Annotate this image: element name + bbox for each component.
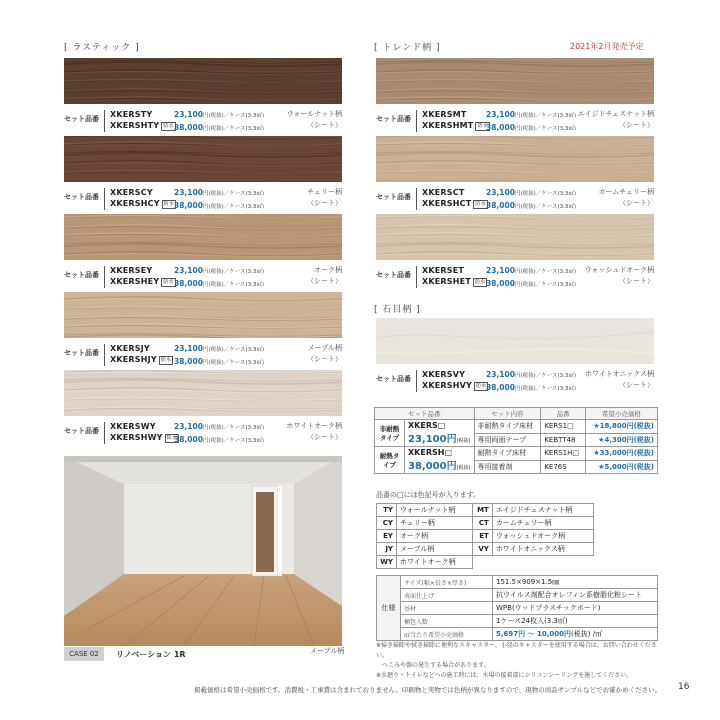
legend-code: CT bbox=[472, 517, 492, 530]
divider bbox=[104, 422, 105, 444]
set-price-unit: (税抜) bbox=[456, 438, 471, 444]
set-item: 専用両面テープ bbox=[474, 433, 541, 447]
product-code: XKERSHET bbox=[422, 277, 471, 286]
price: 23,100 bbox=[486, 188, 515, 197]
trend-info-row bbox=[376, 108, 654, 134]
set-label: セット品番 bbox=[376, 271, 411, 279]
price: 38,000 bbox=[174, 357, 203, 366]
spec-key: 梱包入数 bbox=[401, 615, 493, 628]
product-codes bbox=[110, 421, 179, 443]
product-codes bbox=[422, 265, 487, 287]
legend-name: カームチェリー柄 bbox=[492, 517, 593, 530]
set-label: セット品番 bbox=[64, 427, 99, 435]
rustic-info-row bbox=[64, 264, 342, 290]
price: 38,000 bbox=[174, 201, 203, 210]
product-prices: 23,100円(税抜)／ケース(3.3㎡) 38,000円(税抜)／ケース(3.3㎡) bbox=[486, 188, 577, 210]
set-table-header-code: セット品番 bbox=[375, 408, 475, 420]
waterproof-badge: 防水 bbox=[163, 279, 174, 285]
pattern-name: ウォールナット柄 （シート） bbox=[286, 110, 342, 129]
legend-code: TY bbox=[377, 504, 397, 517]
spec-table bbox=[376, 575, 658, 641]
waterproof-badge: 防水 bbox=[475, 201, 486, 207]
legend-name: ウォッシュドオーク柄 bbox=[492, 530, 593, 543]
legend-code: EY bbox=[377, 530, 397, 543]
price: 38,000 bbox=[486, 123, 515, 132]
price: 23,100 bbox=[174, 344, 203, 353]
product-codes bbox=[422, 109, 490, 131]
trend-swatch bbox=[376, 58, 654, 104]
set-label: セット品番 bbox=[376, 193, 411, 201]
legend-code: CY bbox=[377, 517, 397, 530]
divider bbox=[104, 266, 105, 288]
note-line: ※水廻り・トイレなどへの施工時には、水場の接着部にシリコンシーリングを施してください。 bbox=[376, 672, 633, 679]
photo-caption: メープル柄 bbox=[310, 647, 345, 655]
legend-name: ウォールナット柄 bbox=[397, 504, 473, 517]
price: 38,000 bbox=[486, 279, 515, 288]
price: 38,000 bbox=[486, 383, 515, 392]
set-table bbox=[374, 407, 658, 474]
set-part-price: ★4,300円(税抜) bbox=[585, 433, 657, 447]
waterproof-badge: 防水 bbox=[163, 201, 175, 207]
set-item: 耐熱タイプ床材 bbox=[474, 447, 541, 461]
rustic-info-row bbox=[64, 108, 342, 134]
set-part: KEBTT48 bbox=[541, 433, 585, 447]
rustic-swatch bbox=[64, 136, 342, 182]
divider bbox=[416, 266, 417, 288]
pattern-name: ウォッシュドオーク柄 （シート） bbox=[584, 266, 654, 285]
footer-disclaimer: 掲載価格は希望小売価格です。消費税・工事費は含まれておりません。印刷物と実物では色柄が異なりますので、現物の商品サンプルなどでお確かめください。 bbox=[194, 686, 662, 694]
product-prices: 23,100円(税抜)／ケース(3.3㎡) 38,000円(税抜)／ケース(3.3㎡) bbox=[486, 110, 577, 132]
stone-section-title: [ 石目柄 ] bbox=[374, 305, 421, 315]
waterproof-badge: 防水 bbox=[477, 123, 488, 129]
product-code: XKERSJY bbox=[110, 344, 150, 353]
waterproof-badge: 防水 bbox=[163, 123, 174, 129]
product-prices: 23,100円(税抜)／ケース(3.3㎡) 38,000円(税抜)／ケース(3.3㎡) bbox=[174, 344, 265, 366]
price: 23,100 bbox=[174, 110, 203, 119]
spec-key: 基材 bbox=[401, 602, 493, 615]
set-row-nonheat-1 bbox=[375, 420, 658, 434]
price: 38,000 bbox=[174, 123, 203, 132]
product-code: XKERSHTY bbox=[110, 121, 160, 130]
set-table-header-price: 希望小売価格 bbox=[585, 408, 657, 420]
rustic-swatch bbox=[64, 214, 342, 260]
pattern-name: オーク柄 （シート） bbox=[307, 266, 342, 285]
legend-row bbox=[377, 504, 594, 517]
legend-name: オーク柄 bbox=[397, 530, 473, 543]
divider bbox=[104, 110, 105, 132]
page-number: 16 bbox=[678, 682, 690, 692]
room-photo bbox=[64, 456, 342, 646]
set-part-price: ★33,000円(税抜) bbox=[585, 447, 657, 461]
pattern-name: エイジドチェスナット柄 （シート） bbox=[577, 110, 654, 129]
product-code: XKERSHCY bbox=[110, 199, 160, 208]
product-prices: 23,100円(税抜)／ケース(3.3㎡) 38,000円(税抜)／ケース(3.3㎡) bbox=[174, 110, 265, 132]
product-prices: 23,100円(税抜)／ケース(3.3㎡) 38,000円(税抜)／ケース(3.3㎡) bbox=[486, 370, 577, 392]
set-label: セット品番 bbox=[64, 349, 99, 357]
price: 38,000 bbox=[486, 201, 515, 210]
spec-row bbox=[377, 602, 658, 615]
case-label bbox=[64, 647, 104, 661]
divider bbox=[104, 344, 105, 366]
rustic-section-title: [ ラスティック ] bbox=[64, 43, 140, 53]
product-codes bbox=[110, 109, 176, 131]
legend-row bbox=[377, 543, 594, 556]
product-code: XKERSHMT bbox=[422, 121, 474, 130]
waterproof-badge: 防水 bbox=[160, 357, 172, 363]
note-line: ※掃き掃除や拭き掃除に便利なスキャスター、小径のキャスターを使用する場合は、お問い合わせください。 bbox=[376, 642, 657, 659]
set-table-header-content: セット内容 bbox=[474, 408, 541, 420]
divider bbox=[104, 188, 105, 210]
stone-swatch bbox=[376, 318, 654, 364]
note-line: へこみや傷の発生する場合があります。 bbox=[376, 662, 490, 669]
set-code: XKERS□ bbox=[408, 421, 446, 430]
spec-key: ㎡当たり希望小売価格 bbox=[401, 628, 493, 641]
legend-row bbox=[377, 517, 594, 530]
set-price: 38,000円 bbox=[408, 461, 457, 472]
price: 23,100 bbox=[174, 422, 203, 431]
rustic-info-row bbox=[64, 186, 342, 212]
set-item: 専用接着剤 bbox=[474, 460, 541, 474]
product-codes bbox=[422, 187, 488, 209]
product-code: XKERSMT bbox=[422, 110, 467, 119]
divider bbox=[416, 370, 417, 392]
product-codes bbox=[422, 369, 488, 391]
rustic-swatch bbox=[64, 370, 342, 416]
product-code: XKERSHCT bbox=[422, 199, 472, 208]
product-code: XKERSHWY bbox=[110, 433, 163, 442]
waterproof-badge: 防水 bbox=[476, 383, 487, 389]
trend-swatch bbox=[376, 214, 654, 260]
price: 38,000 bbox=[174, 435, 203, 444]
set-row-heat-1 bbox=[375, 447, 658, 461]
rustic-info-row bbox=[64, 342, 342, 368]
pattern-name: チェリー柄 （シート） bbox=[307, 188, 342, 207]
case-title: リノベーション 1R bbox=[116, 650, 186, 659]
set-part-price: ★18,800円(税抜) bbox=[585, 420, 657, 434]
set-table-header-part: 品番 bbox=[541, 408, 585, 420]
trend-info-row bbox=[376, 186, 654, 212]
waterproof-badge: 防水 bbox=[474, 279, 486, 285]
set-type-nonheat: 非耐熱タイプ bbox=[375, 420, 405, 447]
trend-swatch bbox=[376, 136, 654, 182]
legend-name: チェリー柄 bbox=[397, 517, 473, 530]
product-codes bbox=[110, 187, 176, 209]
legend-row bbox=[377, 556, 594, 569]
price: 23,100 bbox=[486, 266, 515, 275]
spec-value: 抗ウイルス剤配合オレフィン系樹脂化粧シート bbox=[493, 589, 658, 602]
set-table-header bbox=[375, 408, 658, 420]
price: 38,000 bbox=[174, 279, 203, 288]
product-code: XKERSVY bbox=[422, 370, 466, 379]
product-prices: 23,100円(税抜)／ケース(3.3㎡) 38,000円(税抜)／ケース(3.3㎡) bbox=[174, 422, 265, 444]
set-item: 非耐熱タイプ床材 bbox=[474, 420, 541, 434]
release-note: 2021年2月発売予定 bbox=[570, 42, 644, 51]
set-part: KE76S bbox=[541, 460, 585, 474]
set-code-cell bbox=[405, 420, 475, 447]
set-label: セット品番 bbox=[64, 193, 99, 201]
legend-name: メープル柄 bbox=[397, 543, 473, 556]
set-type-heat: 耐熱タイプ bbox=[375, 447, 405, 474]
spec-value: 1ケース24枚入(3.3㎡) bbox=[493, 615, 658, 628]
set-part: KERS1□ bbox=[541, 420, 585, 434]
legend-code: ET bbox=[472, 530, 492, 543]
room-photo-illustration bbox=[64, 456, 342, 646]
legend-name: ホワイトオーク柄 bbox=[397, 556, 473, 569]
product-code: XKERSWY bbox=[110, 422, 156, 431]
price: 23,100 bbox=[486, 110, 515, 119]
product-code: XKERSCT bbox=[422, 188, 465, 197]
set-part-price: ★5,000円(税抜) bbox=[585, 460, 657, 474]
product-code: XKERSTY bbox=[110, 110, 153, 119]
spec-value: WPB(ウッドプラスチックボード) bbox=[493, 602, 658, 615]
legend-code: JY bbox=[377, 543, 397, 556]
product-code: XKERSHEY bbox=[110, 277, 160, 286]
notes bbox=[376, 641, 666, 681]
rustic-swatch bbox=[64, 58, 342, 104]
product-codes bbox=[110, 265, 176, 287]
legend-table bbox=[376, 503, 594, 569]
product-code: XKERSCY bbox=[110, 188, 153, 197]
product-codes bbox=[110, 343, 173, 365]
set-label: セット品番 bbox=[376, 115, 411, 123]
rustic-info-row bbox=[64, 420, 342, 446]
legend-name: エイジドチェスナット柄 bbox=[492, 504, 593, 517]
pattern-name: ホワイトオーク柄 （シート） bbox=[286, 422, 342, 441]
set-label: セット品番 bbox=[376, 375, 411, 383]
set-part: KERS1H□ bbox=[541, 447, 585, 461]
spec-row bbox=[377, 628, 658, 641]
set-code: XKERSH□ bbox=[408, 448, 453, 457]
trend-section-title: [ トレンド柄 ] bbox=[374, 43, 441, 53]
legend-note: 品番の□には色記号が入ります。 bbox=[376, 491, 481, 499]
product-code: XKERSEY bbox=[110, 266, 153, 275]
set-code-cell bbox=[405, 447, 475, 474]
price: 23,100 bbox=[486, 370, 515, 379]
legend-name: ホワイトオニックス柄 bbox=[492, 543, 593, 556]
spec-label: 仕様 bbox=[377, 576, 401, 641]
price: 23,100 bbox=[174, 266, 203, 275]
stone-info-row bbox=[376, 368, 654, 394]
divider bbox=[416, 110, 417, 132]
spec-row bbox=[377, 615, 658, 628]
spec-value: 151.5×909×1.5㎜ bbox=[493, 576, 658, 589]
legend-row bbox=[377, 530, 594, 543]
set-label: セット品番 bbox=[64, 271, 99, 279]
set-label: セット品番 bbox=[64, 115, 99, 123]
product-prices: 23,100円(税抜)／ケース(3.3㎡) 38,000円(税抜)／ケース(3.3㎡) bbox=[174, 266, 265, 288]
trend-info-row bbox=[376, 264, 654, 290]
spec-key: サイズ(幅×長さ×厚さ) bbox=[401, 576, 493, 589]
product-code: XKERSET bbox=[422, 266, 465, 275]
divider bbox=[416, 188, 417, 210]
spec-key: 表面仕上げ bbox=[401, 589, 493, 602]
pattern-name: ホワイトオニックス柄 （シート） bbox=[585, 370, 654, 389]
set-price-unit: (税抜) bbox=[456, 465, 471, 471]
set-price: 23,100円 bbox=[408, 434, 457, 445]
legend-code: VY bbox=[472, 543, 492, 556]
spec-row bbox=[377, 576, 658, 589]
pattern-name: カームチェリー柄 （シート） bbox=[598, 188, 654, 207]
product-prices: 23,100円(税抜)／ケース(3.3㎡) 38,000円(税抜)／ケース(3.3㎡) bbox=[486, 266, 577, 288]
case-number: CASE 02 bbox=[69, 650, 99, 658]
pattern-name: メープル柄 （シート） bbox=[307, 344, 342, 363]
waterproof-badge: 防水 bbox=[166, 435, 178, 441]
product-code: XKERSHVY bbox=[422, 381, 473, 390]
product-code: XKERSHJY bbox=[110, 355, 157, 364]
legend-code: WY bbox=[377, 556, 397, 569]
rustic-swatch bbox=[64, 292, 342, 338]
spec-row bbox=[377, 589, 658, 602]
price: 23,100 bbox=[174, 188, 203, 197]
product-prices: 23,100円(税抜)／ケース(3.3㎡) 38,000円(税抜)／ケース(3.3㎡) bbox=[174, 188, 265, 210]
legend-code: MT bbox=[472, 504, 492, 517]
spec-value: 5,697円 ～ 10,000円(税抜) /㎡ bbox=[493, 628, 658, 641]
